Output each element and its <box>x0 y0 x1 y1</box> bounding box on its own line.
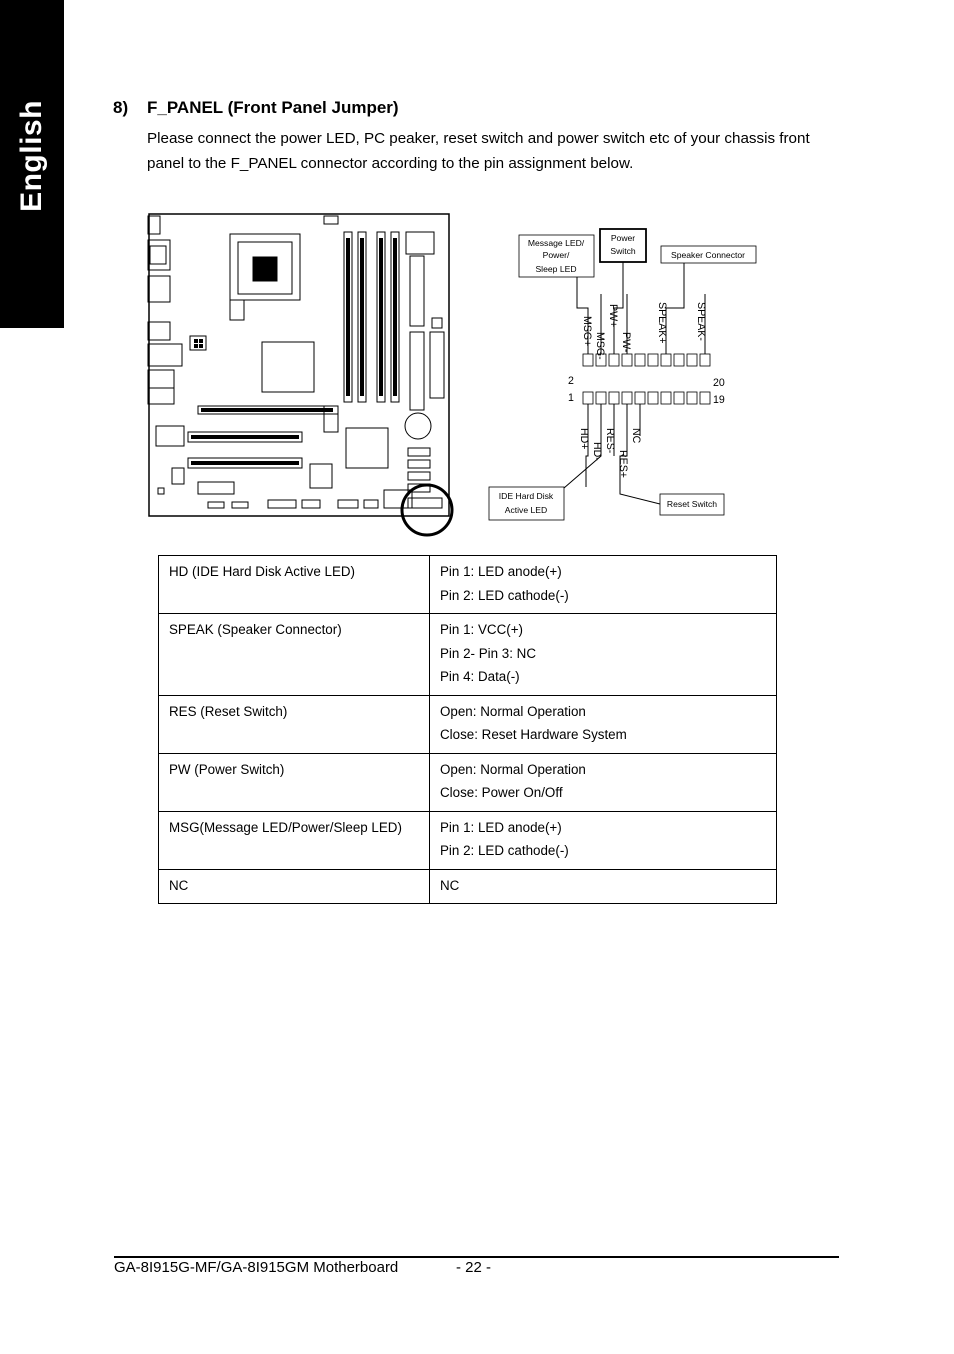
message-led-label-1: Message LED/ <box>527 238 585 248</box>
table-row <box>159 753 777 811</box>
pin-msg-plus: MSG+ <box>581 316 593 347</box>
pin-assignment-table <box>158 555 777 904</box>
ide-hdd-label-2: Active LED <box>504 505 548 515</box>
detail-line: Close: Power On/Off <box>440 785 563 800</box>
detail-line: Open: Normal Operation <box>440 703 586 719</box>
pin-number-1: 1 <box>568 392 574 404</box>
detail-line: Pin 1: VCC(+) <box>440 622 523 637</box>
detail-line: Pin 2: LED cathode(-) <box>440 843 569 858</box>
footer-page-number: - 22 - <box>456 1259 492 1276</box>
footer-model: GA-8I915G-MF/GA-8I915GM Motherboard <box>114 1259 399 1276</box>
row-details <box>430 556 777 614</box>
table-row <box>159 869 777 904</box>
row-name: HD (IDE Hard Disk Active LED) <box>159 556 430 614</box>
speaker-connector-label: Speaker Connector <box>670 250 746 260</box>
f-panel-pin-diagram <box>484 226 764 526</box>
detail-line: Pin 2: LED cathode(-) <box>440 587 569 603</box>
pin-speak-minus: SPEAK- <box>695 302 707 341</box>
power-switch-label-2: Switch <box>610 246 636 256</box>
footer-divider <box>114 1256 839 1258</box>
table-row <box>159 695 777 753</box>
table-row <box>159 556 777 614</box>
section-title: F_PANEL (Front Panel Jumper) <box>147 98 399 117</box>
ide-hdd-label-1: IDE Hard Disk <box>498 491 554 501</box>
detail-line: Pin 4: Data(-) <box>440 669 520 684</box>
pin-msg-minus: MSG- <box>594 332 606 360</box>
pin-speak-plus: SPEAK+ <box>656 302 668 344</box>
pin-pw-minus: PW- <box>620 332 632 353</box>
section-heading <box>113 98 399 118</box>
pin-res-minus: RES- <box>604 428 616 454</box>
row-name: RES (Reset Switch) <box>159 695 430 753</box>
row-name: NC <box>159 869 430 904</box>
detail-line: Open: Normal Operation <box>440 761 586 777</box>
row-details <box>430 753 777 811</box>
language-tab <box>0 0 64 328</box>
row-name: SPEAK (Speaker Connector) <box>159 614 430 696</box>
section-intro: Please connect the power LED, PC peaker, reset switch and power switch etc of your chassis front panel to the F_PANEL connector according to the pin assignment below. <box>147 130 810 172</box>
row-details <box>430 695 777 753</box>
section-number: 8) <box>113 98 129 117</box>
message-led-label-2: Power/ <box>542 250 570 260</box>
pin-number-2: 2 <box>568 375 574 387</box>
detail-line: Close: Reset Hardware System <box>440 727 627 742</box>
detail-line: Pin 2- Pin 3: NC <box>440 645 537 661</box>
pin-res-plus: RES+ <box>617 450 629 478</box>
pin-number-19: 19 <box>713 394 725 406</box>
pin-hd-minus: HD- <box>591 442 603 461</box>
row-name: PW (Power Switch) <box>159 753 430 811</box>
row-name: MSG(Message LED/Power/Sleep LED) <box>159 811 430 869</box>
pin-hd-plus: HD+ <box>578 428 590 450</box>
detail-line: Pin 1: LED anode(+) <box>440 819 562 835</box>
table-row <box>159 811 777 869</box>
detail-line: NC <box>440 877 460 893</box>
message-led-label-3: Sleep LED <box>535 264 577 274</box>
motherboard-diagram <box>146 212 458 538</box>
power-switch-label-1: Power <box>610 233 636 243</box>
pin-nc: NC <box>630 428 642 444</box>
language-tab-label: English <box>15 100 48 212</box>
row-details <box>430 811 777 869</box>
table-row <box>159 614 777 696</box>
reset-switch-label: Reset Switch <box>666 499 718 509</box>
row-details <box>430 614 777 696</box>
pin-number-20: 20 <box>713 377 725 389</box>
detail-line: Pin 1: LED anode(+) <box>440 564 562 579</box>
pin-pw-plus: PW+ <box>607 304 619 328</box>
row-details <box>430 869 777 904</box>
